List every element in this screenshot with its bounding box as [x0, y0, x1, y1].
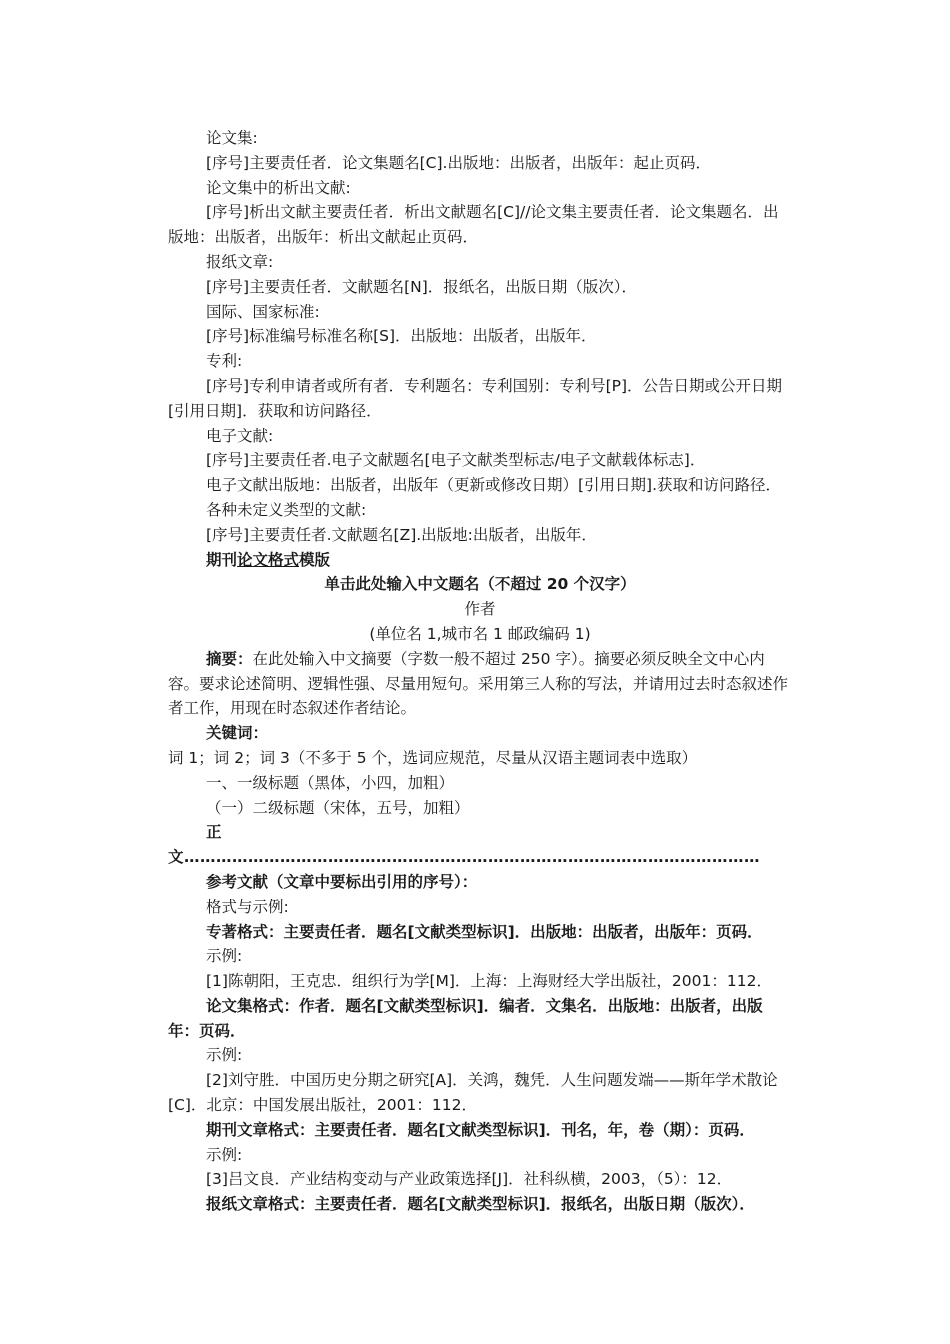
paper-author: 作者 [464, 600, 496, 619]
text-line: [序号]析出文献主要责任者．析出文献题名[C]//论文集主要责任者．论文集题名．出版地：出版者，出版年：析出文献起止页码． [168, 203, 779, 247]
text-line: [序号]主要责任者．文献题名[N]．报纸名，出版日期（版次）． [206, 277, 638, 296]
paper-title: 单击此处输入中文题名（不超过 20 个汉字） [324, 575, 636, 594]
text-line: [序号]标准编号标准名称[S]．出版地：出版者，出版年． [206, 327, 597, 346]
reference-example: [3]吕文良．产业结构变动与产业政策选择[J]．社科纵横，2003，（5）：12． [206, 1170, 733, 1189]
text-line: [序号]专利申请者或所有者．专利题名：专利国别：专利号[P]．公告日期或公开日期[引用日期]．获取和访问路径． [168, 376, 783, 420]
format-rule: 论文集格式：作者．题名[文献类型标识]．编者．文集名．出版地：出版者，出版年：页码． [168, 996, 763, 1040]
text-line: 格式与示例: [206, 897, 289, 916]
keywords-text: 词 1；词 2；词 3（不多于 5 个，选词应规范，尽量从汉语主题词表中选取） [168, 748, 698, 767]
heading-level-1: 一、一级标题（黑体，小四，加粗） [206, 773, 455, 792]
format-rule: 报纸文章格式：主要责任者．题名[文献类型标识]．报纸名，出版日期（版次）． [206, 1195, 755, 1214]
text-line: 电子文献出版地：出版者，出版年（更新或修改日期）[引用日期].获取和访问路径． [206, 476, 782, 495]
text-line: 电子文献: [206, 426, 274, 445]
keywords [168, 721, 792, 771]
reference-example: [2]刘守胜．中国历史分期之研究[A]．关鸿，魏凭．人生问题发端——斯年学术散论[C]．北京：中国发展出版社，2001：112． [168, 1071, 778, 1115]
abstract [168, 647, 792, 721]
abstract-label: 摘要： [206, 649, 253, 668]
template-heading-underlined: 论文格式 [237, 550, 300, 569]
format-rule: 期刊文章格式：主要责任者．题名[文献类型标识]．刊名，年，卷（期）：页码． [206, 1120, 755, 1139]
abstract-text: 在此处输入中文摘要（字数一般不超过 250 字）。摘要必须反映全文中心内容。要求论述简明、逻辑性强、尽量用短句。采用第三人称的写法，并请用过去时态叙述作者工作，用现在时态叙述作者结论。 [168, 649, 789, 718]
template-heading-part: 期刊 [206, 550, 238, 569]
text-line: 各种未定义类型的文献: [206, 500, 367, 519]
text-line: 示例: [206, 1046, 243, 1065]
reference-example: [1]陈朝阳，王克忠．组织行为学[M]．上海：上海财经大学出版社，2001：112． [206, 972, 772, 991]
template-heading [168, 548, 792, 573]
text-line: 专利: [206, 352, 243, 371]
text-line: 国际、国家标准: [206, 302, 320, 321]
text-line: 论文集中的析出文献: [206, 178, 351, 197]
text-line: [序号]主要责任者．论文集题名[C].出版地：出版者，出版年：起止页码． [206, 153, 711, 172]
text-line: 示例: [206, 947, 243, 966]
text-line: 示例: [206, 1145, 243, 1164]
body-placeholder-dots: 文……………………………………………………………………………………………… [168, 848, 761, 867]
format-rule: 专著格式：主要责任者．题名[文献类型标识]．出版地：出版者，出版年：页码． [206, 922, 763, 941]
text-line: [序号]主要责任者.文献题名[Z].出版地:出版者，出版年． [206, 525, 597, 544]
keywords-label: 关键词： [206, 724, 269, 743]
references-heading: 参考文献（文章中要标出引用的序号）： [206, 872, 478, 891]
heading-level-2: （一）二级标题（宋体，五号，加粗） [206, 798, 470, 817]
document-body [168, 126, 792, 1217]
body-placeholder-char: 正 [206, 823, 222, 842]
text-line: [序号]主要责任者.电子文献题名[电子文献类型标志/电子文献载体标志]． [206, 451, 706, 470]
paper-affiliation: (单位名 1,城市名 1 邮政编码 1) [369, 624, 591, 643]
text-line: 论文集: [206, 129, 258, 147]
text-line: 报纸文章: [206, 252, 274, 271]
template-heading-part: 模版 [299, 550, 331, 569]
